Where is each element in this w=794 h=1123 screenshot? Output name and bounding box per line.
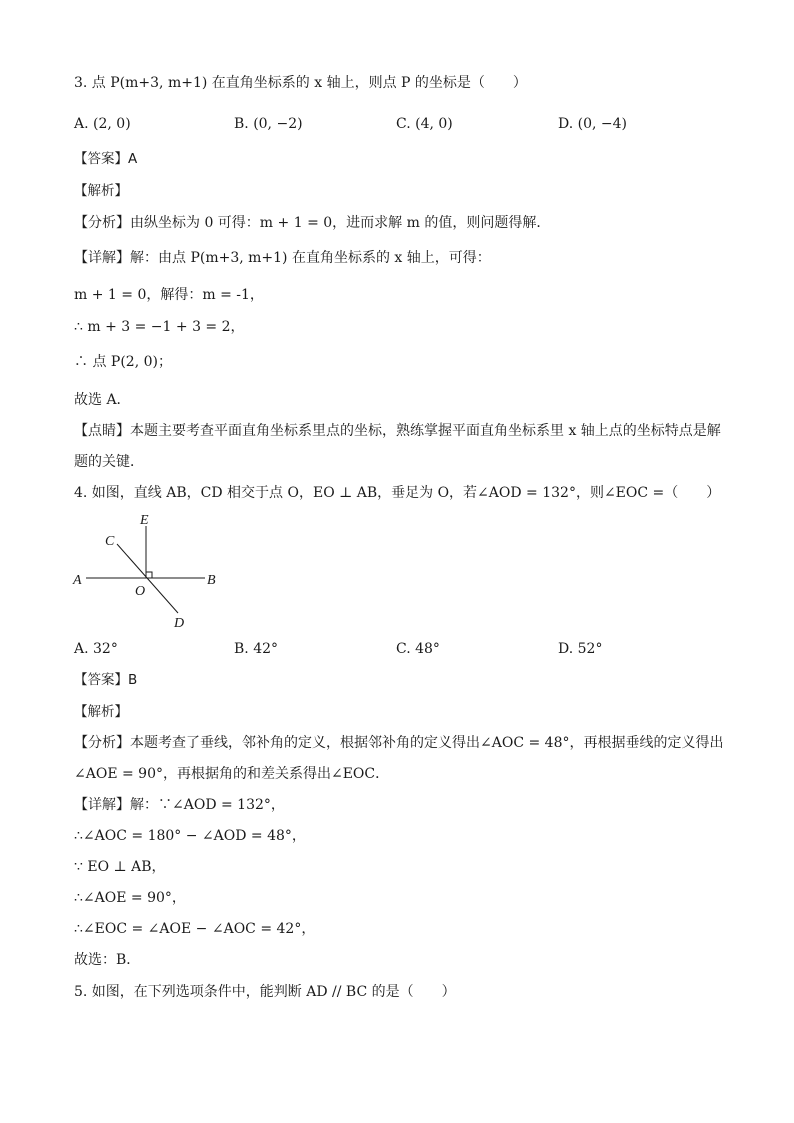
label-b: B xyxy=(207,573,216,588)
q4-option-d: D. 52° xyxy=(558,641,603,657)
q3-option-a: A. (2, 0) xyxy=(74,116,131,132)
q4-fenxi-2: ∠AOE = 90°，再根据角的和差关系得出∠EOC． xyxy=(74,766,390,782)
q4-figure xyxy=(70,508,230,633)
q3-answer: 【答案】A xyxy=(74,151,138,167)
q5-stem: 5. 如图，在下列选项条件中，能判断 AD // BC 的是（ ） xyxy=(74,984,456,1000)
q3-step-3: ∴ 点 P(2, 0)； xyxy=(74,354,172,370)
q3-option-d: D. (0, −4) xyxy=(558,116,627,132)
q4-analysis-label: 【解析】 xyxy=(74,704,128,720)
q4-step-1: ∴∠AOC = 180° − ∠AOD = 48°， xyxy=(74,828,306,844)
q3-fenxi: 【分析】由纵坐标为 0 可得：m + 1 = 0，进而求解 m 的值，则问题得解． xyxy=(74,215,551,231)
q3-xiangjie: 【详解】解：由点 P(m+3, m+1) 在直角坐标系的 x 轴上，可得： xyxy=(74,250,491,266)
q4-option-b: B. 42° xyxy=(234,641,279,657)
q3-dianjing-1: 【点睛】本题主要考查平面直角坐标系里点的坐标，熟练掌握平面直角坐标系里 x 轴上点的坐标特点是解 xyxy=(74,423,721,439)
label-d: D xyxy=(174,616,185,631)
label-c: C xyxy=(105,534,115,549)
q4-fenxi-1: 【分析】本题考查了垂线，邻补角的定义，根据邻补角的定义得出∠AOC = 48°，再根据垂线的定义得出 xyxy=(74,735,724,751)
label-a: A xyxy=(73,573,82,588)
q4-answer: 【答案】B xyxy=(74,672,138,688)
q3-stem: 3. 点 P(m+3, m+1) 在直角坐标系的 x 轴上，则点 P 的坐标是（ ） xyxy=(74,75,527,91)
q4-step-2: ∵ EO ⊥ AB， xyxy=(74,859,166,875)
label-e: E xyxy=(140,513,149,528)
q3-analysis-label: 【解析】 xyxy=(74,183,128,199)
q4-option-a: A. 32° xyxy=(74,641,118,657)
q3-choose: 故选 A． xyxy=(74,392,131,408)
q4-choose: 故选：B． xyxy=(74,952,141,968)
q3-step-1: m + 1 = 0，解得：m = -1， xyxy=(74,287,264,303)
q3-option-c: C. (4, 0) xyxy=(396,116,453,132)
q3-dianjing-2: 题的关键． xyxy=(74,454,144,470)
q4-xiangjie: 【详解】解：∵∠AOD = 132°， xyxy=(74,797,285,813)
q4-step-3: ∴∠AOE = 90°， xyxy=(74,890,186,906)
q4-stem: 4. 如图，直线 AB，CD 相交于点 O，EO ⊥ AB，垂足为 O，若∠AOD = 132°，则∠EOC =（ ） xyxy=(74,485,721,501)
q3-step-2: ∴ m + 3 = −1 + 3 = 2， xyxy=(74,319,245,335)
q3-option-b: B. (0, −2) xyxy=(234,116,303,132)
q4-option-c: C. 48° xyxy=(396,641,440,657)
q4-step-4: ∴∠EOC = ∠AOE − ∠AOC = 42°， xyxy=(74,921,316,937)
label-o: O xyxy=(135,584,146,599)
